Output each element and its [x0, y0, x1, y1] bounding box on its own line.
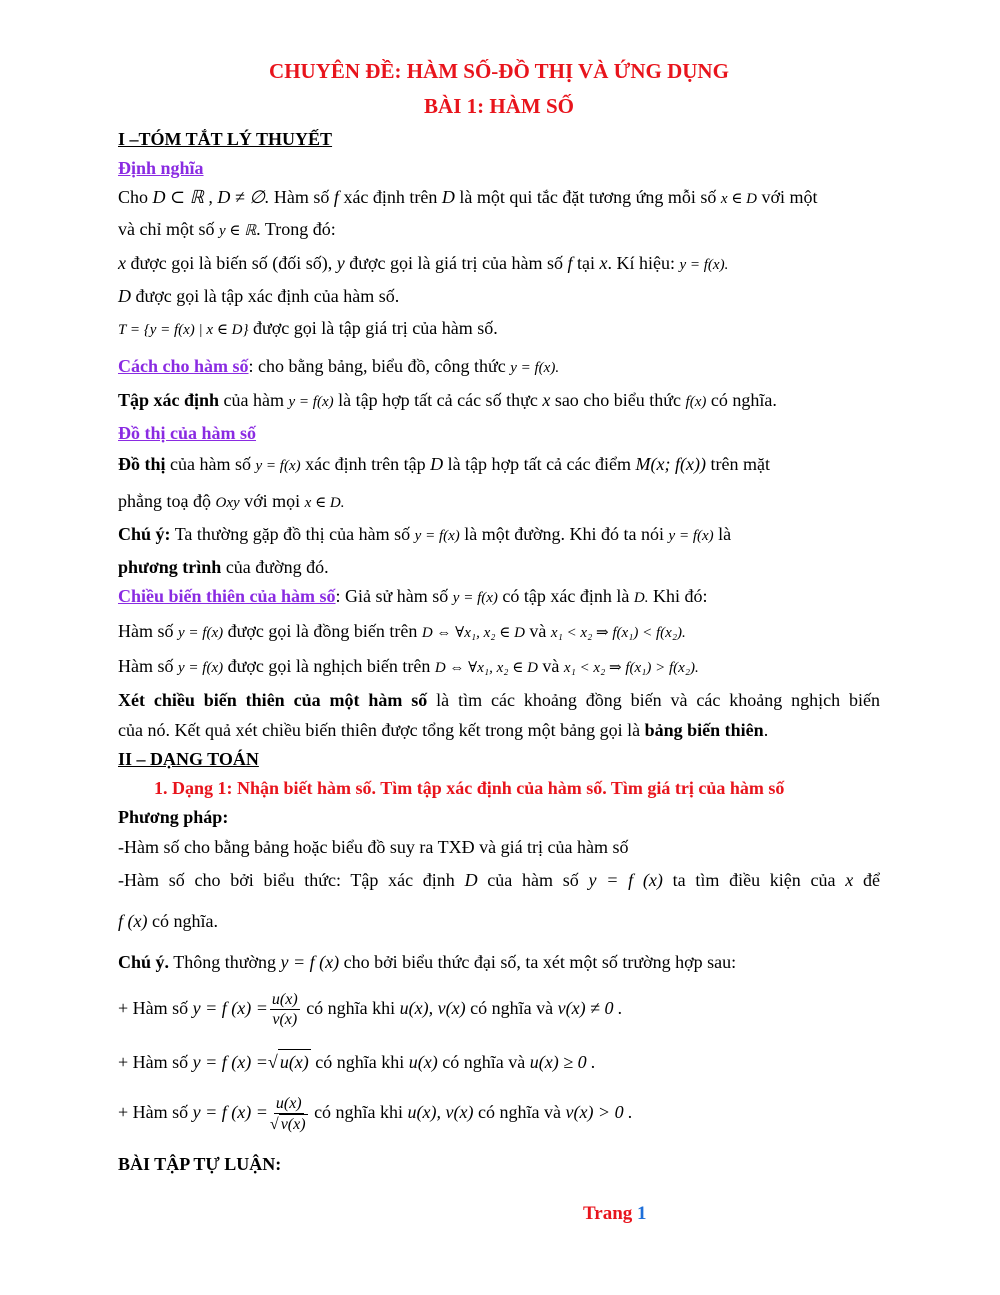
- decreasing-definition: Hàm số y = f(x) được gọi là nghịch biến trên D ⇔ ∀x₁, x₂ ∈ D và x₁ < x₂ ⇒ f(x₁) > f(x₂).: [118, 656, 699, 676]
- definition-line-2: và chỉ một số y ∈ ℝ. Trong đó:: [118, 219, 336, 239]
- note-line-1: Chú ý: Ta thường gặp đồ thị của hàm số y = f(x) là một đường. Khi đó ta nói y = f(x) là: [118, 524, 732, 544]
- definition-heading: Định nghĩa: [118, 158, 204, 178]
- increasing-definition: Hàm số y = f(x) được gọi là đồng biến trên D ⇔ ∀x₁, x₂ ∈ D và x₁ < x₂ ⇒ f(x₁) < f(x₂).: [118, 621, 686, 641]
- exercises-heading: BÀI TẬP TỰ LUẬN:: [118, 1154, 282, 1174]
- variation-study-line-2: của nó. Kết quả xét chiều biến thiên được tổng kết trong một bảng gọi là bảng biến thiên.: [118, 720, 769, 740]
- lesson-title: BÀI 1: HÀM SỐ: [424, 94, 574, 118]
- method-heading: Phương pháp:: [118, 807, 229, 827]
- domain-definition: Tập xác định của hàm y = f(x) là tập hợp tất cả các số thực x sao cho biểu thức f(x) có nghĩa.: [118, 390, 777, 410]
- graph-definition-line-1: Đồ thị của hàm số y = f(x) xác định trên tập D là tập hợp tất cả các điểm M(x; f(x)) trên mặt: [118, 454, 770, 474]
- note-cases-intro: Chú ý. Thông thường y = f (x) cho bởi biểu thức đại số, ta xét một số trường hợp sau:: [118, 952, 737, 972]
- section-heading-theory: I –TÓM TẮT LÝ THUYẾT: [118, 129, 333, 149]
- graph-heading: Đồ thị của hàm số: [118, 423, 257, 443]
- method-line-2: -Hàm số cho bởi biểu thức: Tập xác định D của hàm số y = f (x) ta tìm điều kiện của x để: [118, 870, 880, 890]
- method-line-3: f (x) có nghĩa.: [118, 911, 218, 931]
- note-line-2: phương trình của đường đó.: [118, 557, 329, 577]
- ways-to-define-function: Cách cho hàm số: cho bằng bảng, biểu đồ, công thức y = f(x).: [118, 356, 560, 376]
- page-label: Trang: [583, 1203, 638, 1224]
- definition-line-5: T = {y = f(x) | x ∈ D} được gọi là tập giá trị của hàm số.: [118, 318, 498, 338]
- square-root-symbol: √: [267, 1052, 278, 1072]
- page-footer: [583, 1203, 647, 1225]
- page-number: 1: [637, 1203, 647, 1224]
- variation-study-line-1: Xét chiều biến thiên của một hàm số là tìm các khoảng đồng biến và các khoảng nghịch biến: [118, 690, 881, 710]
- section-heading-problems: II – DẠNG TOÁN: [118, 749, 259, 769]
- fraction-u-over-root-v: $\frac{u(x)}{√ v(x)}$: [269, 1094, 306, 1133]
- definition-line-4: D được gọi là tập xác định của hàm số.: [118, 286, 400, 306]
- definition-line-1: Cho D ⊂ ℝ , D ≠ ∅. Hàm số f xác định trên D là một qui tắc đặt tương ứng mỗi số x ∈ D với một: [118, 187, 818, 207]
- problem-type-1-heading: 1. Dạng 1: Nhận biết hàm số. Tìm tập xác định của hàm số. Tìm giá trị của hàm số: [154, 778, 785, 798]
- case-fraction: + Hàm số y = f (x) = $\frac{u(x)}{v(x)}$ có nghĩa khi u(x), v(x) có nghĩa và v(x) ≠ 0 .: [118, 991, 623, 1029]
- monotonicity-heading-line: Chiều biến thiên của hàm số: Giả sử hàm số y = f(x) có tập xác định là D. Khi đó:: [118, 586, 708, 606]
- case-square-root: + Hàm số y = f (x) =√ u(x) có nghĩa khi u(x) có nghĩa và u(x) ≥ 0 .: [118, 1049, 596, 1074]
- document-title: CHUYÊN ĐỀ: HÀM SỐ-ĐỒ THỊ VÀ ỨNG DỤNG: [269, 59, 729, 83]
- fraction-u-over-v: $\frac{u(x)}{v(x)}$: [271, 991, 298, 1029]
- method-line-1: -Hàm số cho bằng bảng hoặc biểu đồ suy ra TXĐ và giá trị của hàm số: [118, 837, 629, 857]
- definition-line-3: x được gọi là biến số (đối số), y được gọi là giá trị của hàm số f tại x. Kí hiệu: y = f(x).: [118, 253, 729, 273]
- graph-definition-line-2: phẳng toạ độ Oxy với mọi x ∈ D.: [118, 491, 345, 511]
- case-fraction-root: + Hàm số y = f (x) = $\frac{u(x)}{√ v(x)}$ có nghĩa khi u(x), v(x) có nghĩa và v(x) > 0 .: [118, 1094, 633, 1133]
